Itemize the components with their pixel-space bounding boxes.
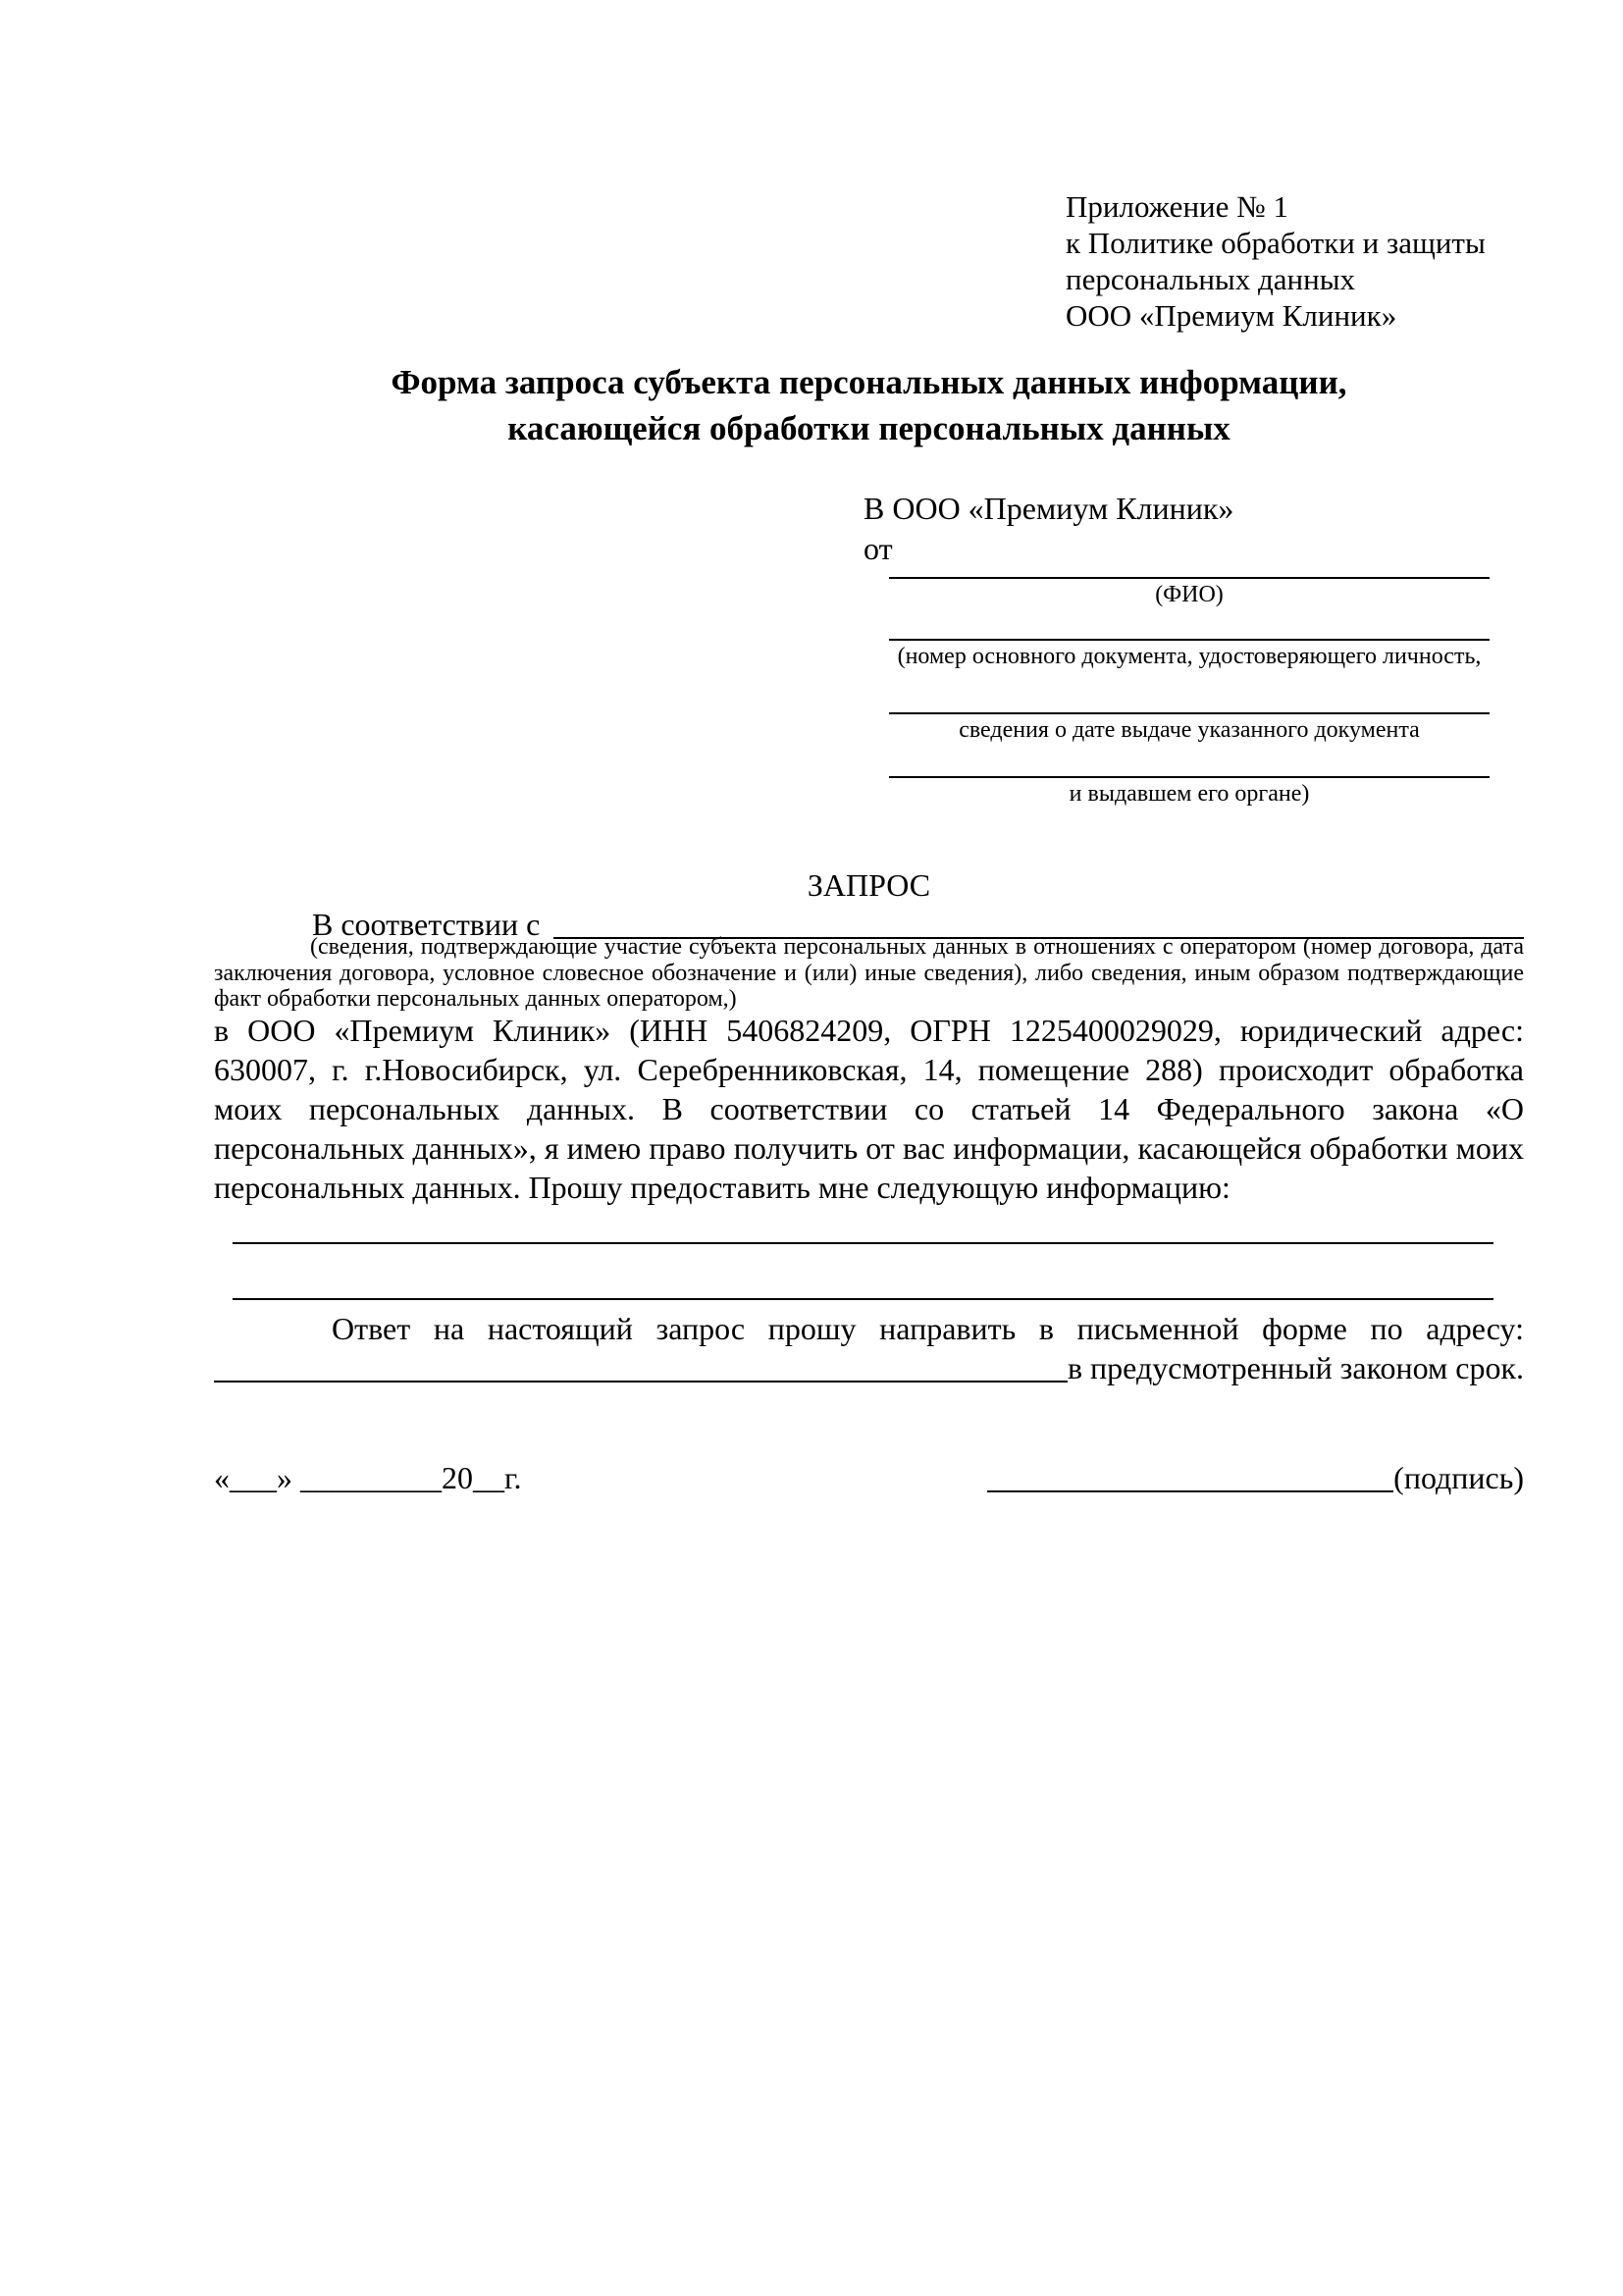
request-heading: ЗАПРОС — [807, 867, 931, 903]
document-number-field-caption: (номер основного документа, удостоверяющего личность, — [897, 644, 1482, 669]
document-title-line: Форма запроса субъекта персональных данных информации, — [391, 363, 1347, 401]
document-number-field — [889, 611, 1490, 669]
info-blank-line[interactable] — [233, 1242, 1493, 1244]
reply-suffix: в предусмотренный законом срок. — [1067, 1350, 1524, 1385]
appendix-line: Приложение № 1 — [1066, 189, 1288, 224]
signature-row — [214, 1458, 1524, 1497]
issuing-authority-field-caption: и выдавшем его органе) — [1069, 781, 1310, 807]
info-blank-line[interactable] — [233, 1298, 1493, 1300]
request-body-paragraph: в ООО «Премиум Клиник» (ИНН 5406824209, ОГРН 1225400029029, юридический адрес: 630007, г. г.Новосибирск, ул. Серебренниковская, 14, помещение 288) происходит обработка моих персональных данных. В соответствии со статьей 14 Федерального закона «О персональных данных», я имею право получить от вас информации, касающейся обработки моих персональных данных. Прошу предоставить мне следующую информацию: — [214, 1013, 1524, 1205]
address-row — [214, 1348, 1524, 1387]
address-blank-line[interactable] — [214, 1381, 1068, 1383]
issue-date-blank-line[interactable] — [889, 685, 1490, 714]
date-template[interactable]: «___» _________20__г. — [214, 1460, 522, 1495]
reply-sentence: Ответ на настоящий запрос прошу направить в письменной форме по адресу: — [332, 1311, 1524, 1346]
issue-date-field — [889, 685, 1490, 743]
issuing-authority-blank-line[interactable] — [889, 749, 1490, 778]
issue-date-field-caption: сведения о дате выдаче указанного документа — [959, 717, 1420, 743]
appendix-line: к Политике обработки и защиты — [1066, 226, 1486, 260]
document-title — [214, 359, 1524, 451]
appendix-line: персональных данных — [1066, 262, 1356, 296]
fio-field — [889, 549, 1490, 607]
intro-prefix: В соответствии с — [312, 907, 541, 942]
appendix-block — [1066, 188, 1486, 334]
signature-caption: (подпись) — [1393, 1460, 1524, 1495]
intro-caption: (сведения, подтверждающие участие субъекта персональных данных в отношениях с оператором (номер договора, дата заключения договора, условное словесное обозначение и (или) иные сведения), либо сведения, иным образом подтверждающие факт обработки персональных данных оператором,) — [214, 934, 1524, 1012]
document-title-line: касающейся обработки персональных данных — [507, 409, 1230, 447]
appendix-line: ООО «Премиум Клиник» — [1066, 298, 1397, 333]
addressee-organization: В ООО «Премиум Клиник» — [864, 491, 1234, 526]
fio-blank-line[interactable] — [889, 549, 1490, 579]
fio-field-caption: (ФИО) — [1155, 582, 1224, 607]
signature-blank-line[interactable] — [987, 1490, 1393, 1492]
issuing-authority-field — [889, 749, 1490, 807]
addressee-from-label: от — [864, 531, 893, 566]
document-number-blank-line[interactable] — [889, 611, 1490, 641]
